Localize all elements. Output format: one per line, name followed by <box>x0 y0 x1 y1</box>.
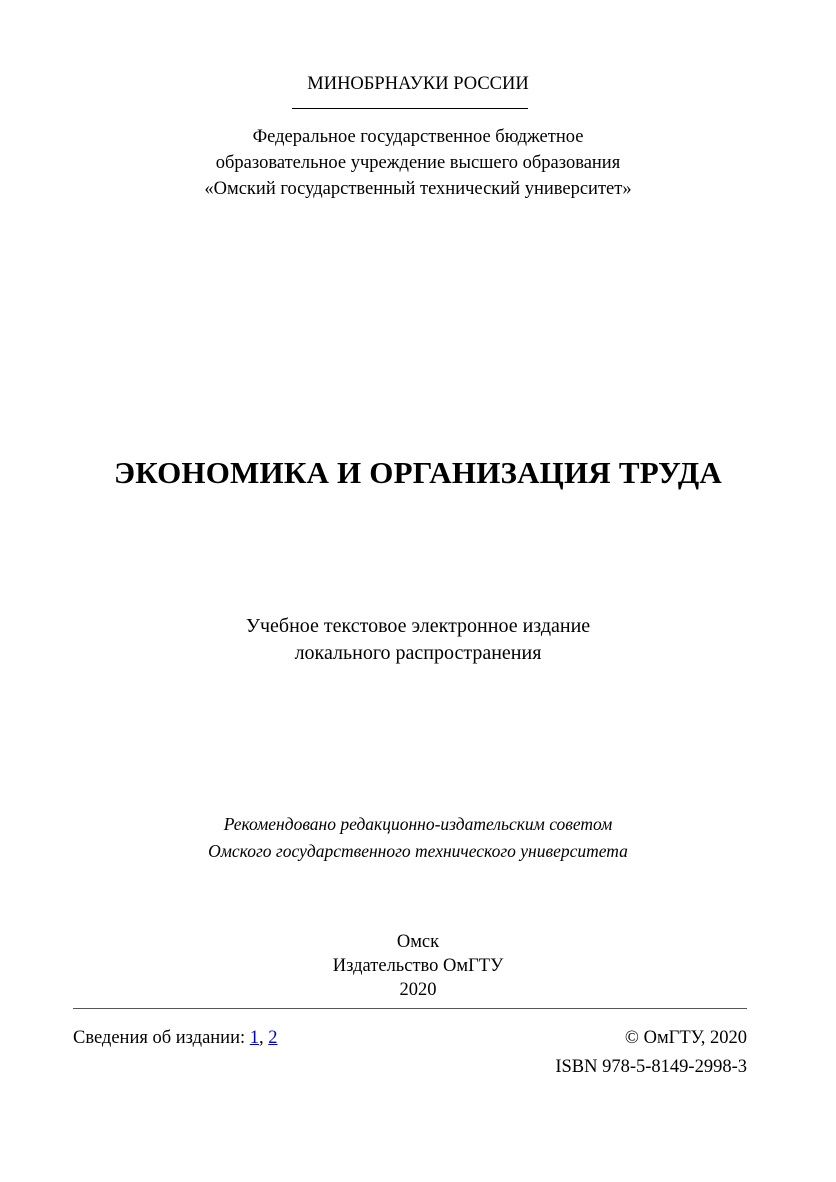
imprint-block <box>0 930 836 1002</box>
institution-line: «Омский государственный технический университет» <box>204 179 632 199</box>
edition-type-line: Учебное текстовое электронное издание <box>245 615 591 637</box>
ministry-underline <box>292 108 528 109</box>
institution-line: Федеральное государственное бюджетное <box>252 127 584 147</box>
institution-line: образовательное учреждение высшего образования <box>215 153 621 173</box>
institution-block <box>0 124 836 202</box>
imprint-city: Омск <box>396 932 440 952</box>
isbn-number: ISBN 978-5-8149-2998-3 <box>555 1057 747 1077</box>
edition-info <box>73 1026 278 1050</box>
document-title: ЭКОНОМИКА И ОРГАНИЗАЦИЯ ТРУДА <box>113 455 722 490</box>
edition-link-separator: , <box>259 1028 264 1048</box>
footer-divider <box>73 1008 747 1009</box>
edition-info-label: Сведения об издании: <box>73 1028 246 1048</box>
edition-link-1[interactable]: 1 <box>249 1028 259 1048</box>
edition-type <box>0 613 836 667</box>
recommendation-line: Рекомендовано редакционно-издательским советом <box>223 814 613 834</box>
copyright-notice: © ОмГТУ, 2020 <box>624 1028 747 1048</box>
imprint-publisher: Издательство ОмГТУ <box>332 956 504 976</box>
edition-link-2[interactable]: 2 <box>268 1028 278 1048</box>
recommendation-line: Омского государственного технического университета <box>208 841 628 861</box>
ministry-name <box>0 73 836 95</box>
recommendation-note <box>0 811 836 865</box>
edition-type-line: локального распространения <box>294 642 542 664</box>
imprint-year: 2020 <box>399 980 437 1000</box>
ministry-text: МИНОБРНАУКИ РОССИИ <box>307 74 529 94</box>
